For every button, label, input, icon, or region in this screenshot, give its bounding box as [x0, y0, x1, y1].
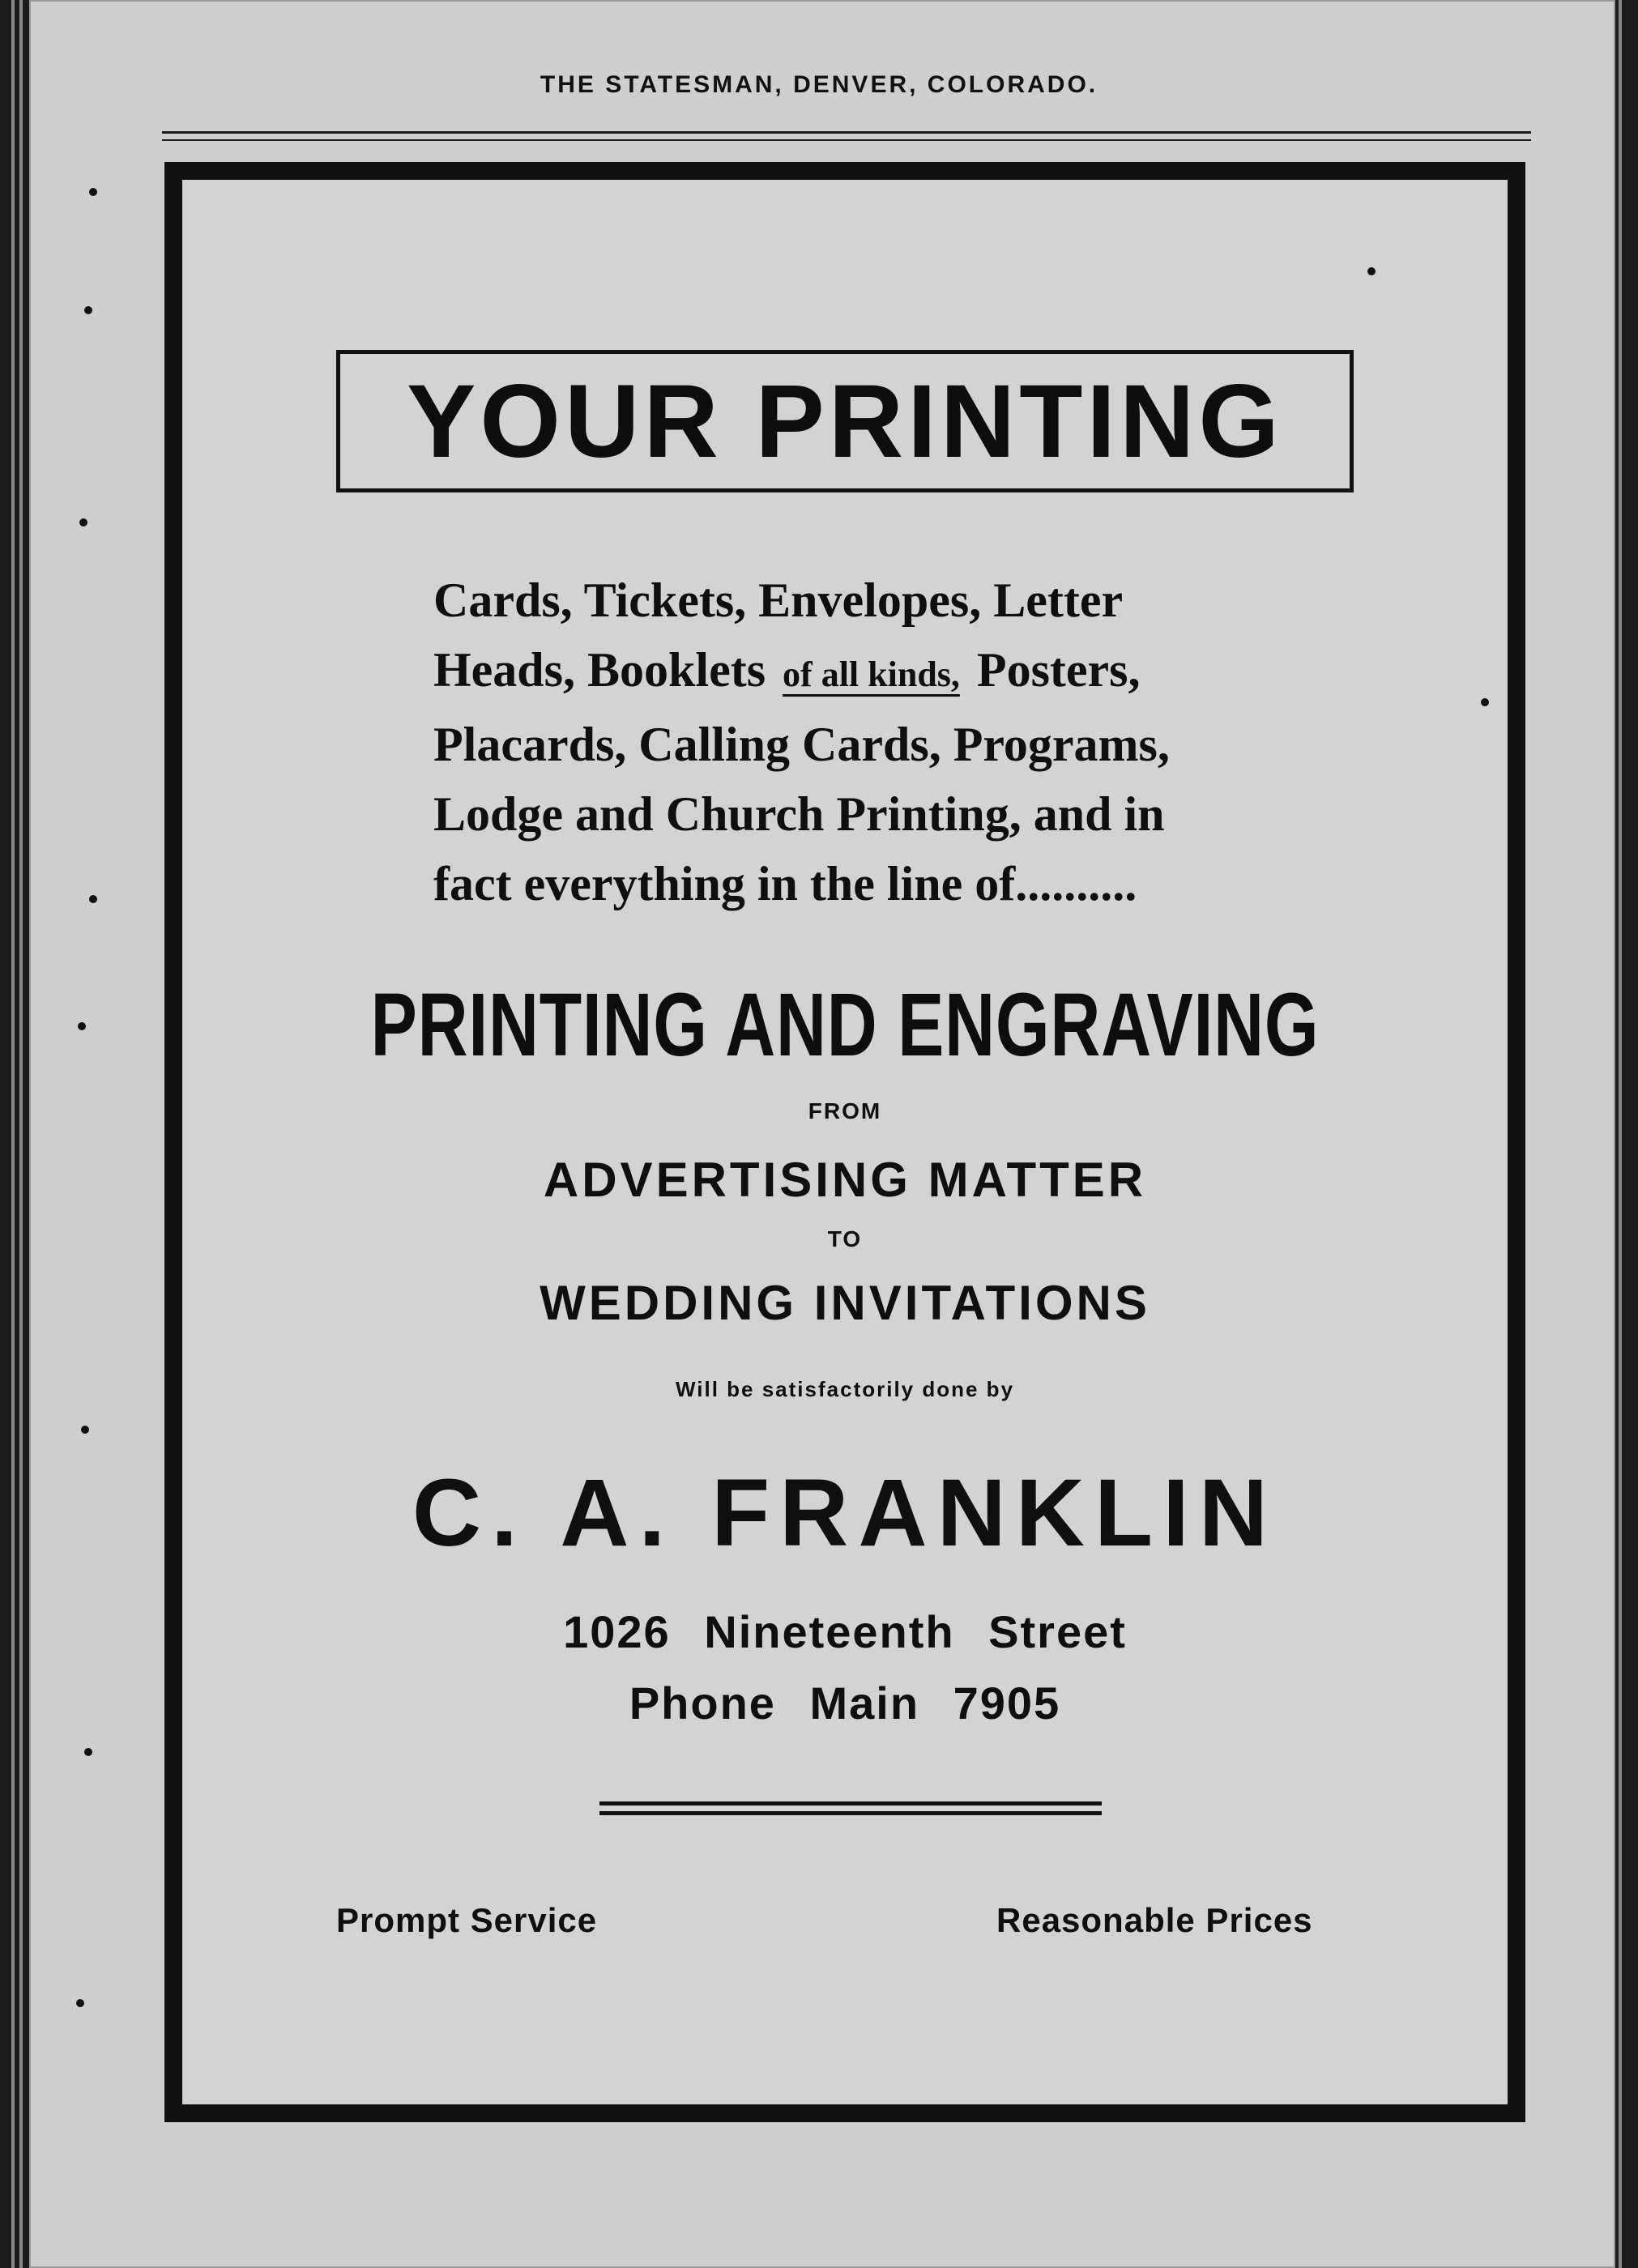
business-phone: Phone Main 7905: [629, 1678, 1061, 1729]
binding-hole-dot: [84, 306, 92, 314]
underlined-phrase: of all kinds,: [783, 654, 960, 694]
masthead: THE STATESMAN, DENVER, COLORADO.: [540, 71, 1098, 98]
binding-hole-dot: [89, 895, 97, 903]
page-edge-right: [1619, 0, 1622, 2268]
footer-right: Reasonable Prices: [996, 1901, 1313, 1939]
double-divider: [599, 1801, 1102, 1821]
binding-hole-dot: [81, 1426, 89, 1434]
services-line-4: Lodge and Church Printing, and in: [433, 787, 1165, 841]
page-edge-left-1: [11, 0, 15, 2268]
advertisement-frame: [164, 162, 1525, 2122]
divider-line-1: [599, 1801, 1102, 1805]
services-line-3: Placards, Calling Cards, Programs,: [433, 718, 1170, 771]
from-label: FROM: [808, 1098, 882, 1123]
binding-hole-dot: [78, 1022, 86, 1030]
binding-hole-dot: [89, 188, 97, 196]
services-line-1: Cards, Tickets, Envelopes, Letter: [433, 573, 1124, 627]
services-line-2-start: Heads, Booklets: [433, 643, 766, 697]
advertising-matter: ADVERTISING MATTER: [543, 1153, 1147, 1207]
ad-title: YOUR PRINTING: [407, 363, 1283, 480]
masthead-rule-top: [162, 131, 1531, 134]
binding-hole-dot: [1367, 267, 1376, 275]
services-line-2: [433, 635, 1284, 710]
wedding-invitations: WEDDING INVITATIONS: [540, 1276, 1150, 1330]
binding-hole-dot: [76, 1999, 84, 2007]
services-line-5: fact everything in the line of..........: [433, 857, 1137, 910]
advertisement-content: [182, 180, 1508, 2104]
binding-hole-dot: [84, 1748, 92, 1756]
title-box: [336, 350, 1354, 492]
binding-hole-dot: [79, 518, 87, 526]
satisfactorily-line: Will be satisfactorily done by: [675, 1377, 1015, 1401]
services-line-2-end: Posters,: [976, 643, 1141, 697]
business-address: 1026 Nineteenth Street: [563, 1606, 1127, 1657]
to-label: TO: [827, 1226, 863, 1251]
binding-hole-dot: [1481, 698, 1489, 706]
business-name: C. A. FRANKLIN: [412, 1460, 1278, 1567]
footer-left: Prompt Service: [336, 1901, 598, 1939]
page-edge-left-2: [19, 0, 23, 2268]
services-list: [433, 565, 1284, 919]
masthead-rule-bottom: [162, 139, 1531, 141]
printing-engraving-headline: PRINTING AND ENGRAVING: [370, 975, 1320, 1075]
divider-line-2: [599, 1811, 1102, 1815]
